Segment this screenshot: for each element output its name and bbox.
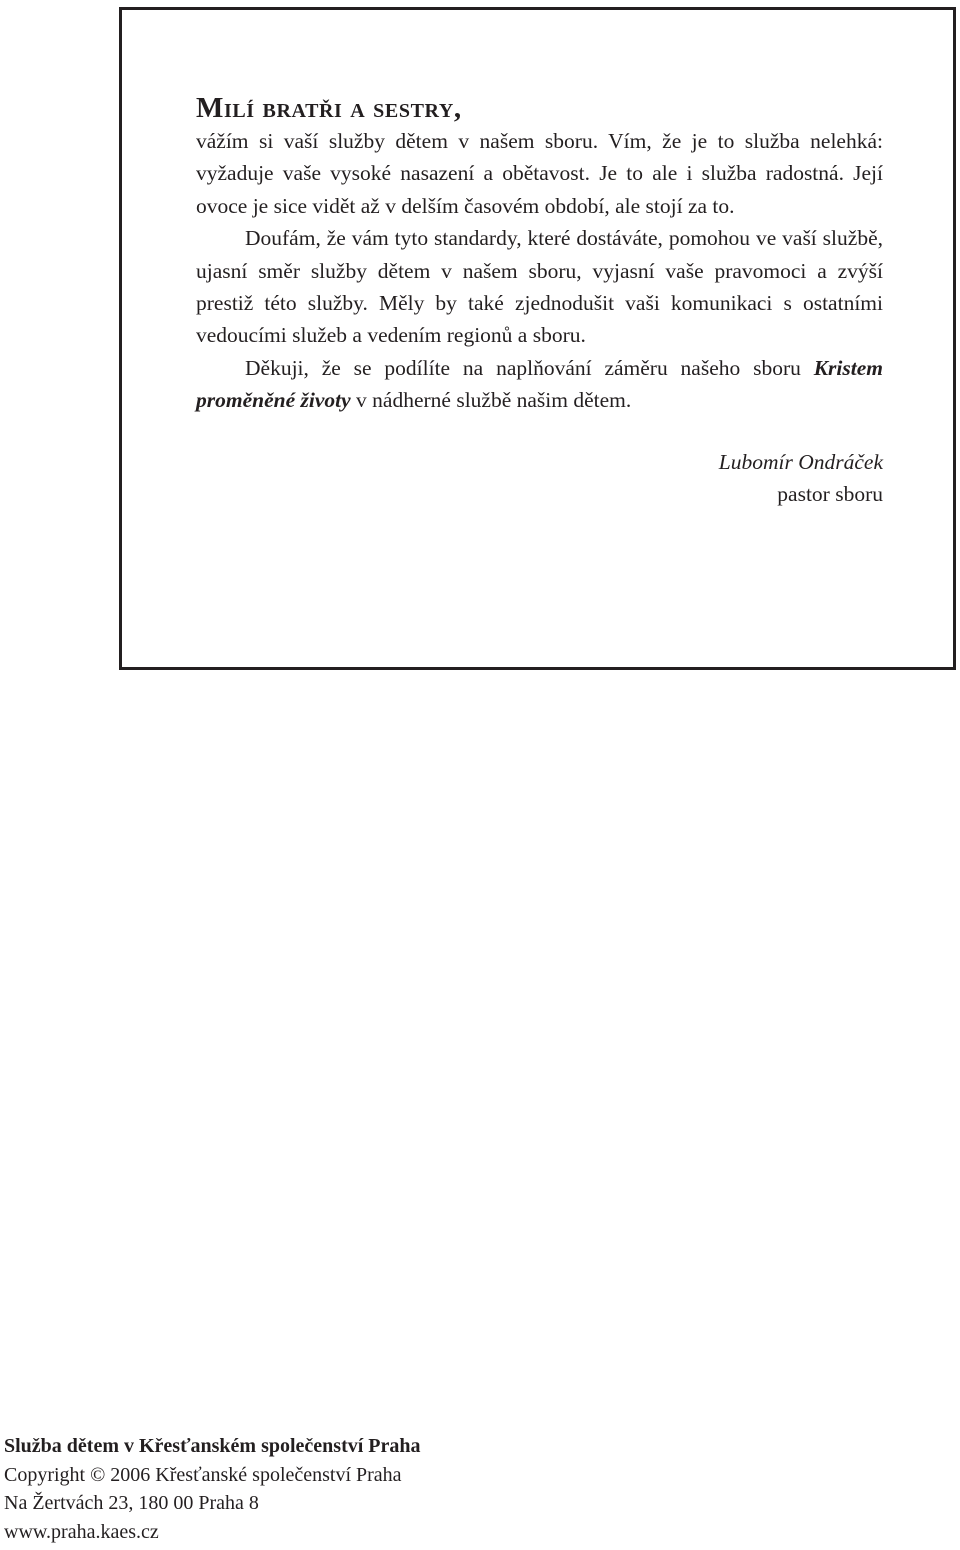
footer-address: Na Žertvách 23, 180 00 Praha 8 (4, 1492, 259, 1515)
footer-website: www.praha.kaes.cz (4, 1520, 159, 1543)
footer-organization: Služba dětem v Křesťanském společenství Praha (4, 1435, 421, 1457)
paragraph-3-end: v nádherné službě našim dětem. (350, 388, 632, 413)
letter-salutation: Milí bratři a sestry, (196, 92, 462, 124)
paragraph-1: vážím si vaší služby dětem v našem sboru. Vím, že je to služba nelehká: vyžaduje vaše vysoké nasazení a obětavost. Je to ale i služba radostná. Její ovoce je sice vidět až v delším časovém období, ale stojí za to. (196, 129, 883, 218)
paragraph-3-start: Děkuji, že se podílíte na naplňování záměru našeho sboru (245, 355, 814, 380)
publisher-footer (4, 1432, 421, 1546)
footer-copyright: Copyright © 2006 Křesťanské společenství Praha (4, 1463, 402, 1486)
letter-body (196, 91, 883, 510)
paragraph-3 (196, 352, 883, 417)
signature-block (196, 446, 883, 511)
church-motto: Kristem proměněné životy (196, 355, 883, 413)
paragraph-2: Doufám, že vám tyto standardy, které dostáváte, pomohou ve vaší službě, ujasní směr služby dětem v našem sboru, vyjasní vaše pravomoci a zvýší prestiž této služby. Měly by také zjednodušit vaši komunikaci s ostatními vedoucími služeb a vedením regionů a sboru. (196, 226, 883, 348)
signature-name: Lubomír Ondráček (718, 449, 883, 474)
letter-frame (119, 7, 956, 670)
signature-role: pastor sboru (777, 482, 883, 507)
